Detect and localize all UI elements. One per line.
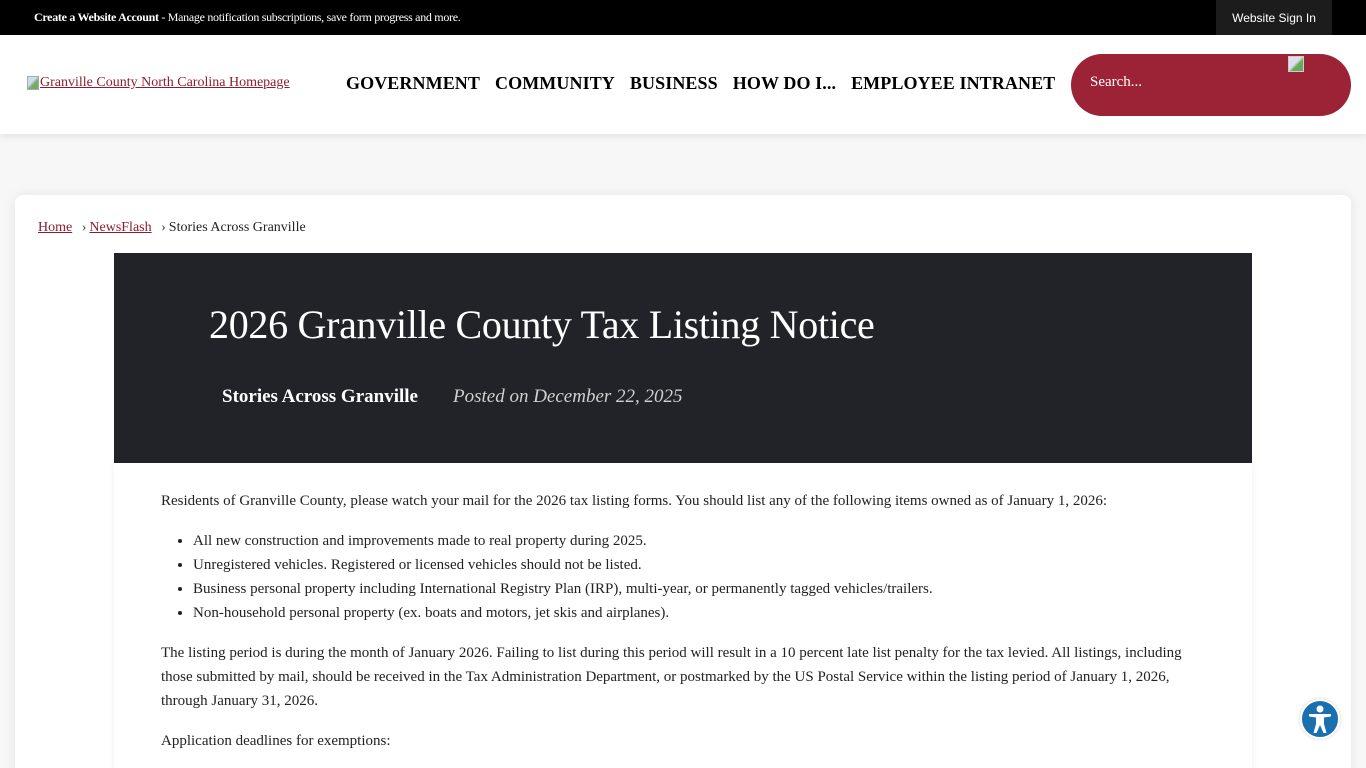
exemptions-heading: Application deadlines for exemptions: xyxy=(161,733,391,749)
list-item: • Business personal property including International Registry Plan (IRP), multi-year, or permanently tagged vehicles/trailers. xyxy=(193,577,1205,601)
logo-alt-text: Granville County North Carolina Homepage xyxy=(40,75,290,90)
accessibility-button[interactable] xyxy=(1300,699,1340,739)
website-sign-in-button[interactable]: Website Sign In xyxy=(1216,0,1332,35)
create-account-notice xyxy=(34,10,460,25)
listing-period-paragraph: The listing period is during the month of January 2026. Failing to list during this period will result in a 10 percent late list penalty for the tax levied. All listings, including those submitted by mail, should be received in the Tax Administration Department, or postmarked by the US Postal Service within the listing period of January 1, 2026, through January 31, 2026. xyxy=(161,645,1182,709)
create-account-link[interactable]: Create a Website Account xyxy=(34,10,159,24)
article-category: Stories Across Granville xyxy=(222,386,418,407)
article-intro: Residents of Granville County, please watch your mail for the 2026 tax listing forms. You should list any of the following items owned as of January 1, 2026: xyxy=(161,493,1107,509)
list-item: • All new construction and improvements made to real property during 2025. xyxy=(193,529,1205,553)
content-card xyxy=(15,195,1351,768)
search-box xyxy=(1071,54,1351,116)
article-title: 2026 Granville County Tax Listing Notice xyxy=(209,302,875,347)
site-header xyxy=(0,35,1366,134)
breadcrumb-separator: › xyxy=(161,220,166,235)
broken-image-icon xyxy=(27,76,39,90)
nav-community[interactable]: COMMUNITY xyxy=(495,73,615,93)
list-item: • Unregistered vehicles. Registered or licensed vehicles should not be listed. xyxy=(193,553,1205,577)
breadcrumb-current: Stories Across Granville xyxy=(168,220,306,235)
breadcrumb-home[interactable]: Home xyxy=(38,220,73,235)
list-item: • Non-household personal property (ex. boats and motors, jet skis and airplanes). xyxy=(193,601,1205,625)
top-utility-bar xyxy=(0,0,1366,35)
nav-how-do-i[interactable]: HOW DO I... xyxy=(732,73,837,93)
search-input[interactable] xyxy=(1090,74,1290,91)
homepage-logo-link[interactable] xyxy=(27,75,290,91)
breadcrumb-newsflash[interactable]: NewsFlash xyxy=(89,220,152,235)
create-account-description: - Manage notification subscriptions, save form progress and more. xyxy=(158,10,461,24)
main-navigation xyxy=(346,73,1055,94)
nav-employee-intranet[interactable]: EMPLOYEE INTRANET xyxy=(851,73,1056,93)
breadcrumb-separator: › xyxy=(81,220,87,235)
article-body xyxy=(114,463,1252,768)
search-icon[interactable] xyxy=(1288,56,1304,72)
listing-items xyxy=(193,529,1205,625)
article-hero xyxy=(114,253,1252,463)
breadcrumb xyxy=(38,220,306,236)
nav-business[interactable]: BUSINESS xyxy=(629,73,718,93)
article-posted-date: Posted on December 22, 2025 xyxy=(453,386,683,407)
accessibility-icon xyxy=(1306,704,1334,734)
nav-government[interactable]: GOVERNMENT xyxy=(346,73,481,93)
